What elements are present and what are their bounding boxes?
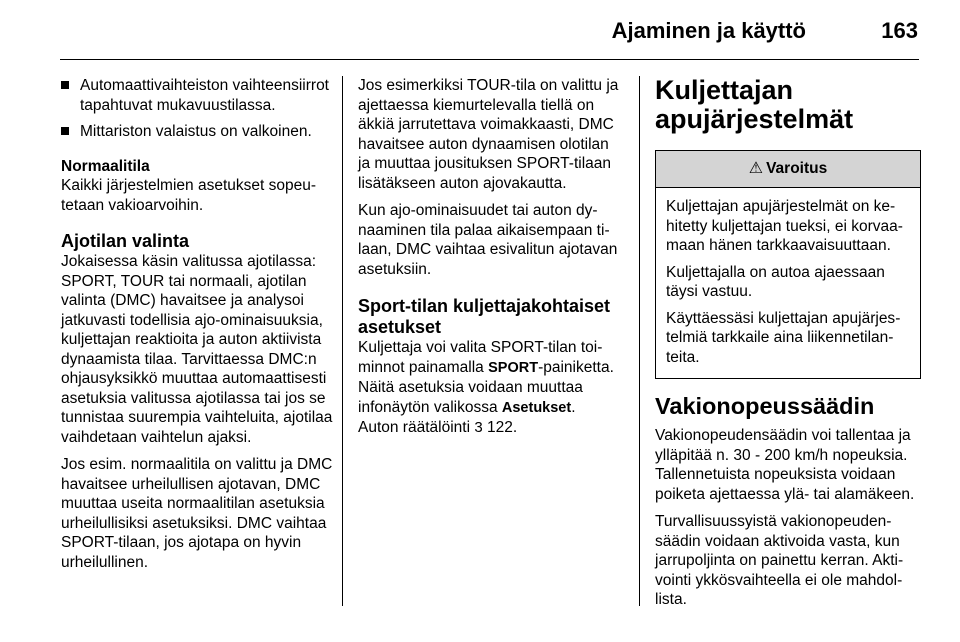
- sport-button-label: SPORT: [488, 359, 539, 376]
- warning-box: [655, 150, 921, 379]
- warning-triangle-icon: ⚠: [748, 160, 764, 177]
- heading-drive-mode: Ajotilan valinta: [61, 231, 190, 251]
- page-reference-icon: 3: [474, 419, 483, 436]
- warning-label: Varoitus: [766, 160, 828, 178]
- warning-paragraph-2: Kuljettajalla on autoa ajaessaan täysi vastuu.: [666, 263, 885, 300]
- warning-paragraph-3: Käyttäessäsi kuljettajan apujärjestelmiä tarkkaile aina liikennetilanteita.: [666, 309, 901, 366]
- warning-header: [656, 151, 920, 188]
- page-number: 163: [881, 18, 918, 43]
- bullet-text: Automaattivaihteiston vaihteensiirrot tapahtuvat mukavuustilassa.: [80, 77, 329, 114]
- page-header-title: Ajaminen ja käyttö: [611, 18, 806, 43]
- heading-cruise-control: Vakionopeussäädin: [655, 393, 875, 419]
- paragraph-drive-mode-1: Jokaisessa käsin valitussa ajotilassa: SPORT, TOUR tai normaali, ajotilan valinta (DMC) havaitsee ja analysoi jatkuvasti todellisia ajo-ominaisuuksia, kuljettajan reaktioita ja auton aktiivista dynaamista tilaa. Tarvittaessa DMC:n ohjausyksikkö muuttaa automaattisesti asetuksia valitussa ajotilassa tai jos se tunnistaa suurempia vaihteluita, ajotilaa vaihdetaan vaihtelun ajaksi.: [61, 253, 333, 446]
- settings-menu-label: Asetukset: [501, 399, 572, 416]
- paragraph-normal-mode: Kaikki järjestelmien asetukset sopeutetaan vakioarvoihin.: [61, 177, 317, 214]
- warning-body: [656, 188, 920, 378]
- column-1: [61, 76, 333, 580]
- paragraph-dmc-return: Kun ajo-ominaisuudet tai auton dynaaminen tila palaa aikaisempaan tilaan, DMC vaihtaa esivalitun ajotavan asetuksiin.: [358, 202, 618, 278]
- warning-paragraph-1: Kuljettajan apujärjestelmät on kehitetty kuljettajan tueksi, ei korvaamaan hänen tarkkaavaisuuttaan.: [666, 198, 903, 254]
- paragraph-cruise-control-2: Turvallisuussyistä vakionopeudensäädin voidaan aktivoida vasta, kun jarrupoljinta on painettu kerran. Aktivointi ykkösvaihteella ei ole mahdollista.: [655, 513, 904, 608]
- bullet-item: [61, 76, 333, 115]
- paragraph-sport-settings: Kuljettaja voi valita SPORT-tilan toiminnot painamalla SPORT-painiketta. Näitä asetuksia voidaan muuttaa infonäytön valikossa Asetukset. Auton räätälöinti 3 122.: [358, 339, 614, 436]
- heading-normal-mode: Normaalitila: [61, 157, 150, 175]
- paragraph-tour-example: Jos esimerkiksi TOUR-tila on valittu ja ajettaessa kiemurtelevalla tiellä on äkkiä jarrutettava voimakkaasti, DMC havaitsee auton dynaamisen olotilan ja muuttaa jousituksen SPORT-tilaan lisätäkseen auton ajovakautta.: [358, 77, 619, 192]
- header-divider: [60, 59, 919, 60]
- bullet-item: [61, 122, 333, 142]
- column-3: [655, 76, 920, 618]
- column-divider-2: [639, 76, 640, 606]
- square-bullet-icon: [61, 81, 69, 89]
- bullet-text: Mittariston valaistus on valkoinen.: [80, 123, 312, 140]
- column-divider-1: [342, 76, 343, 606]
- section-title-driver-assist: Kuljettajan apujärjestelmät: [655, 75, 854, 134]
- paragraph-drive-mode-2: Jos esim. normaalitila on valittu ja DMC havaitsee urheilullisen ajotavan, DMC muuttaa useita normaalitilan asetuksia urheilullisiksi asetuksiksi. DMC vaihtaa SPORT-tilaan, jos ajotapa on hyvin urheilullinen.: [61, 456, 333, 571]
- paragraph-cruise-control-1: Vakionopeudensäädin voi tallentaa ja ylläpitää n. 30 - 200 km/h nopeuksia. Tallennetuista nopeuksista voidaan poiketa ajettaessa ylä- tai alamäkeen.: [655, 427, 915, 503]
- heading-sport-settings: Sport-tilan kuljettajakohtaiset asetukset: [358, 296, 611, 337]
- column-2: [358, 76, 623, 438]
- square-bullet-icon: [61, 127, 69, 135]
